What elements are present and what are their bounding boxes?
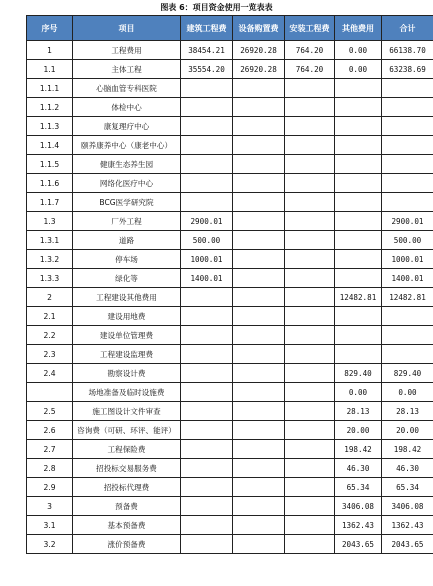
header-item: 项目: [73, 16, 181, 41]
row-item-name: 康复理疗中心: [73, 117, 181, 136]
row-index: [27, 383, 73, 402]
table-row: [27, 326, 433, 345]
row-total: 829.40: [382, 364, 433, 383]
row-index: 1.1.5: [27, 155, 73, 174]
row-building-cost: [181, 193, 233, 212]
row-equipment-cost: [233, 250, 285, 269]
row-other-cost: 1362.43: [335, 516, 382, 535]
row-total: [382, 98, 433, 117]
row-installation-cost: [285, 345, 335, 364]
row-total: 3406.08: [382, 497, 433, 516]
row-total: [382, 307, 433, 326]
row-index: 1.1.6: [27, 174, 73, 193]
header-equipment-cost: 设备购置费: [233, 16, 285, 41]
row-item-name: 工程建设监理费: [73, 345, 181, 364]
table-row: [27, 174, 433, 193]
row-building-cost: [181, 98, 233, 117]
row-building-cost: [181, 345, 233, 364]
table-title: 图表 6：项目资金使用一览表表: [0, 1, 433, 14]
row-item-name: 网络化医疗中心: [73, 174, 181, 193]
row-item-name: 招投标交易服务费: [73, 459, 181, 478]
row-index: 1.1.4: [27, 136, 73, 155]
header-other-cost: 其他费用: [335, 16, 382, 41]
row-other-cost: [335, 136, 382, 155]
row-index: 1.1.1: [27, 79, 73, 98]
row-index: 3.1: [27, 516, 73, 535]
row-building-cost: [181, 421, 233, 440]
row-equipment-cost: [233, 288, 285, 307]
table-row: [27, 440, 433, 459]
table-row: [27, 307, 433, 326]
row-index: 1.1.3: [27, 117, 73, 136]
row-other-cost: [335, 269, 382, 288]
row-installation-cost: [285, 421, 335, 440]
row-equipment-cost: [233, 535, 285, 554]
row-item-name: 咨询费（可研、环评、能评）: [73, 421, 181, 440]
table-row: [27, 497, 433, 516]
row-installation-cost: [285, 250, 335, 269]
row-item-name: 心脑血管专科医院: [73, 79, 181, 98]
row-total: 46.30: [382, 459, 433, 478]
row-building-cost: [181, 326, 233, 345]
row-index: 1.3.1: [27, 231, 73, 250]
row-installation-cost: [285, 535, 335, 554]
row-item-name: 健康生态养生园: [73, 155, 181, 174]
row-item-name: 建设单位管理费: [73, 326, 181, 345]
row-item-name: 场地准备及临时设施费: [73, 383, 181, 402]
row-index: 2: [27, 288, 73, 307]
row-other-cost: 0.00: [335, 60, 382, 79]
table-row: [27, 136, 433, 155]
row-index: 2.5: [27, 402, 73, 421]
row-installation-cost: [285, 402, 335, 421]
row-equipment-cost: [233, 307, 285, 326]
row-equipment-cost: [233, 402, 285, 421]
row-index: 1.3: [27, 212, 73, 231]
row-equipment-cost: 26920.28: [233, 60, 285, 79]
table-row: [27, 345, 433, 364]
row-index: 2.4: [27, 364, 73, 383]
row-installation-cost: [285, 383, 335, 402]
row-building-cost: [181, 288, 233, 307]
header-building-cost: 建筑工程费: [181, 16, 233, 41]
row-index: 1: [27, 41, 73, 60]
table-row: [27, 421, 433, 440]
row-other-cost: [335, 231, 382, 250]
row-other-cost: [335, 117, 382, 136]
table-row: [27, 231, 433, 250]
row-item-name: 道路: [73, 231, 181, 250]
row-item-name: 涨价预备费: [73, 535, 181, 554]
row-building-cost: [181, 516, 233, 535]
table-row: [27, 41, 433, 60]
row-index: 2.2: [27, 326, 73, 345]
row-other-cost: [335, 307, 382, 326]
row-building-cost: 38454.21: [181, 41, 233, 60]
row-building-cost: 1400.01: [181, 269, 233, 288]
row-total: 1400.01: [382, 269, 433, 288]
table-row: [27, 155, 433, 174]
row-other-cost: 0.00: [335, 41, 382, 60]
row-installation-cost: [285, 288, 335, 307]
row-other-cost: 65.34: [335, 478, 382, 497]
row-other-cost: [335, 193, 382, 212]
row-index: 3: [27, 497, 73, 516]
row-total: 2900.01: [382, 212, 433, 231]
row-building-cost: 1000.01: [181, 250, 233, 269]
row-installation-cost: [285, 478, 335, 497]
row-total: 63238.69: [382, 60, 433, 79]
table-row: [27, 535, 433, 554]
row-total: 66138.70: [382, 41, 433, 60]
row-item-name: 体检中心: [73, 98, 181, 117]
row-building-cost: [181, 535, 233, 554]
row-total: [382, 193, 433, 212]
table-row: [27, 60, 433, 79]
row-equipment-cost: 26920.28: [233, 41, 285, 60]
row-total: 1362.43: [382, 516, 433, 535]
table-row: [27, 288, 433, 307]
row-other-cost: [335, 326, 382, 345]
row-item-name: 建设用地费: [73, 307, 181, 326]
row-item-name: 基本预备费: [73, 516, 181, 535]
row-equipment-cost: [233, 231, 285, 250]
row-other-cost: 12482.81: [335, 288, 382, 307]
row-other-cost: 829.40: [335, 364, 382, 383]
row-building-cost: [181, 478, 233, 497]
header-total: 合计: [382, 16, 433, 41]
table-row: [27, 79, 433, 98]
row-index: 1.1.2: [27, 98, 73, 117]
row-equipment-cost: [233, 516, 285, 535]
row-building-cost: 35554.20: [181, 60, 233, 79]
row-equipment-cost: [233, 364, 285, 383]
row-other-cost: 198.42: [335, 440, 382, 459]
row-equipment-cost: [233, 326, 285, 345]
row-total: 1000.01: [382, 250, 433, 269]
row-equipment-cost: [233, 193, 285, 212]
row-building-cost: 2900.01: [181, 212, 233, 231]
row-total: 198.42: [382, 440, 433, 459]
row-index: 2.9: [27, 478, 73, 497]
row-other-cost: 0.00: [335, 383, 382, 402]
row-equipment-cost: [233, 440, 285, 459]
row-other-cost: 2043.65: [335, 535, 382, 554]
row-index: 2.3: [27, 345, 73, 364]
row-item-name: 工程费用: [73, 41, 181, 60]
fund-usage-table: [26, 15, 433, 554]
table-row: [27, 402, 433, 421]
row-other-cost: [335, 212, 382, 231]
row-item-name: 颐养康养中心（康老中心）: [73, 136, 181, 155]
table-row: [27, 364, 433, 383]
row-building-cost: 500.00: [181, 231, 233, 250]
row-total: 20.00: [382, 421, 433, 440]
row-installation-cost: [285, 212, 335, 231]
row-item-name: 停车场: [73, 250, 181, 269]
row-total: 2043.65: [382, 535, 433, 554]
row-total: 65.34: [382, 478, 433, 497]
row-installation-cost: [285, 326, 335, 345]
row-installation-cost: [285, 516, 335, 535]
table-row: [27, 269, 433, 288]
row-equipment-cost: [233, 421, 285, 440]
row-item-name: 招投标代理费: [73, 478, 181, 497]
row-item-name: 绿化等: [73, 269, 181, 288]
row-equipment-cost: [233, 79, 285, 98]
row-installation-cost: [285, 364, 335, 383]
row-equipment-cost: [233, 155, 285, 174]
row-item-name: 工程建设其他费用: [73, 288, 181, 307]
row-index: 2.8: [27, 459, 73, 478]
row-total: 500.00: [382, 231, 433, 250]
row-building-cost: [181, 364, 233, 383]
row-installation-cost: 764.20: [285, 60, 335, 79]
row-installation-cost: [285, 193, 335, 212]
row-building-cost: [181, 174, 233, 193]
header-index: 序号: [27, 16, 73, 41]
row-total: [382, 326, 433, 345]
row-total: [382, 79, 433, 98]
header-installation-cost: 安装工程费: [285, 16, 335, 41]
row-index: 2.7: [27, 440, 73, 459]
row-equipment-cost: [233, 212, 285, 231]
row-item-name: 施工图设计文件审查: [73, 402, 181, 421]
table-row: [27, 98, 433, 117]
row-index: 2.6: [27, 421, 73, 440]
row-index: 1.1.7: [27, 193, 73, 212]
row-installation-cost: [285, 269, 335, 288]
row-other-cost: [335, 345, 382, 364]
row-total: 28.13: [382, 402, 433, 421]
row-other-cost: 28.13: [335, 402, 382, 421]
row-installation-cost: [285, 497, 335, 516]
row-total: [382, 174, 433, 193]
row-building-cost: [181, 79, 233, 98]
row-item-name: BCG医学研究院: [73, 193, 181, 212]
row-other-cost: [335, 174, 382, 193]
row-building-cost: [181, 402, 233, 421]
table-row: [27, 459, 433, 478]
row-index: 1.3.2: [27, 250, 73, 269]
row-building-cost: [181, 440, 233, 459]
row-other-cost: 20.00: [335, 421, 382, 440]
row-equipment-cost: [233, 497, 285, 516]
row-equipment-cost: [233, 174, 285, 193]
row-installation-cost: [285, 459, 335, 478]
row-equipment-cost: [233, 383, 285, 402]
row-index: 2.1: [27, 307, 73, 326]
row-other-cost: [335, 98, 382, 117]
row-total: [382, 117, 433, 136]
table-row: [27, 193, 433, 212]
row-total: 12482.81: [382, 288, 433, 307]
table-row: [27, 212, 433, 231]
row-equipment-cost: [233, 459, 285, 478]
row-installation-cost: [285, 174, 335, 193]
row-installation-cost: [285, 79, 335, 98]
row-building-cost: [181, 155, 233, 174]
row-building-cost: [181, 136, 233, 155]
row-item-name: 厂外工程: [73, 212, 181, 231]
row-total: [382, 136, 433, 155]
row-item-name: 勘察设计费: [73, 364, 181, 383]
row-equipment-cost: [233, 98, 285, 117]
row-building-cost: [181, 117, 233, 136]
row-building-cost: [181, 383, 233, 402]
row-total: [382, 155, 433, 174]
row-installation-cost: 764.20: [285, 41, 335, 60]
row-index: 3.2: [27, 535, 73, 554]
row-building-cost: [181, 459, 233, 478]
row-item-name: 预备费: [73, 497, 181, 516]
row-other-cost: [335, 155, 382, 174]
row-total: 0.00: [382, 383, 433, 402]
row-equipment-cost: [233, 269, 285, 288]
table-row: [27, 383, 433, 402]
table-row: [27, 516, 433, 535]
table-row: [27, 478, 433, 497]
table-row: [27, 117, 433, 136]
row-installation-cost: [285, 98, 335, 117]
row-installation-cost: [285, 440, 335, 459]
row-building-cost: [181, 497, 233, 516]
row-equipment-cost: [233, 136, 285, 155]
table-header-row: [27, 16, 433, 41]
row-equipment-cost: [233, 345, 285, 364]
row-building-cost: [181, 307, 233, 326]
row-item-name: 工程保险费: [73, 440, 181, 459]
row-installation-cost: [285, 136, 335, 155]
table-row: [27, 250, 433, 269]
row-total: [382, 345, 433, 364]
row-equipment-cost: [233, 478, 285, 497]
row-other-cost: [335, 250, 382, 269]
row-installation-cost: [285, 117, 335, 136]
row-equipment-cost: [233, 117, 285, 136]
row-other-cost: [335, 79, 382, 98]
row-index: 1.3.3: [27, 269, 73, 288]
row-installation-cost: [285, 155, 335, 174]
row-installation-cost: [285, 307, 335, 326]
row-installation-cost: [285, 231, 335, 250]
row-index: 1.1: [27, 60, 73, 79]
row-item-name: 主体工程: [73, 60, 181, 79]
row-other-cost: 46.30: [335, 459, 382, 478]
row-other-cost: 3406.08: [335, 497, 382, 516]
